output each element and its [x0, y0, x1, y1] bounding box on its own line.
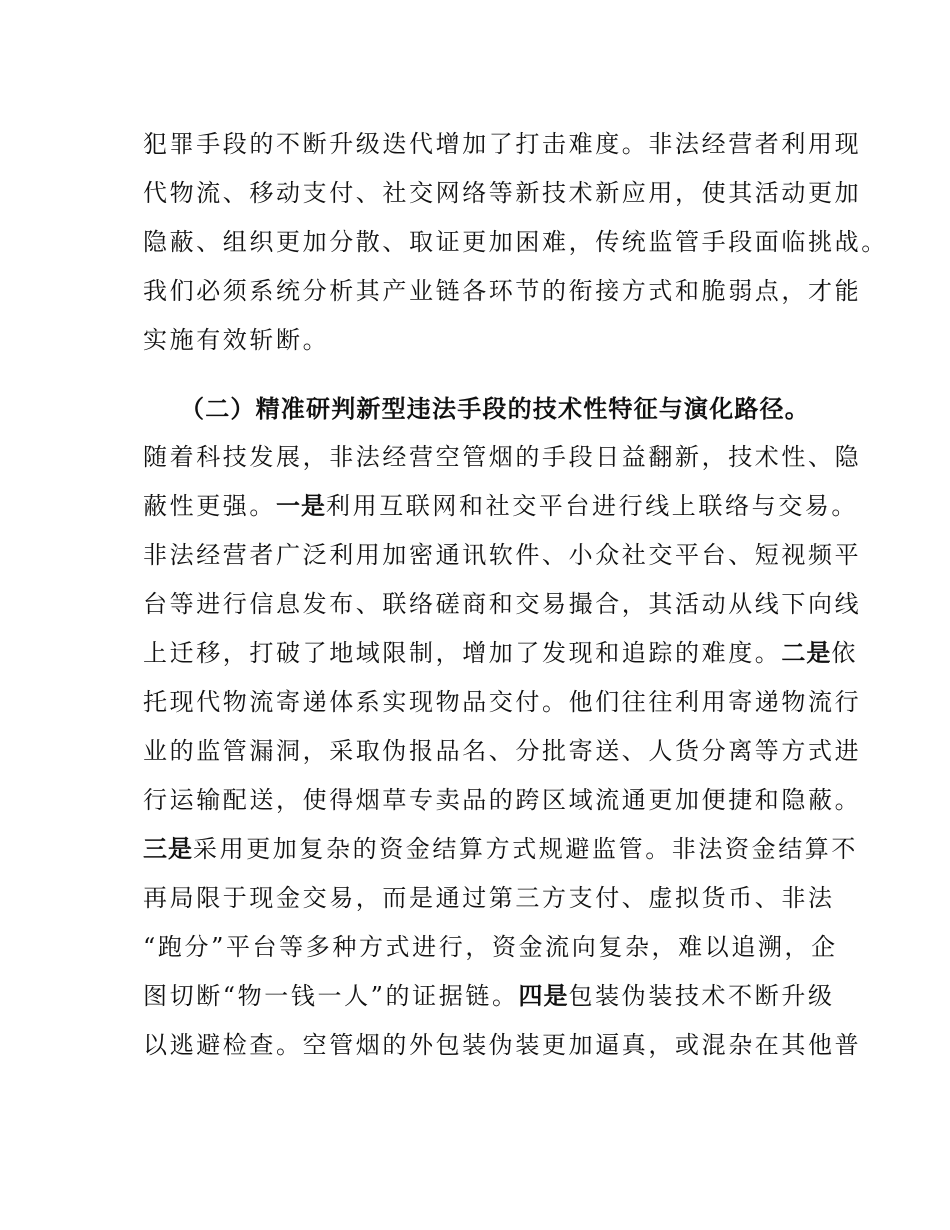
- body-line: 代物流、移动支付、社交网络等新技术新应用，使其活动更加: [143, 179, 862, 207]
- body-line: 业的监管漏洞，采取伪报品名、分批寄送、人货分离等方式进: [143, 737, 862, 765]
- marker-two: 二是: [781, 639, 832, 667]
- body-line: [143, 833, 858, 865]
- body-text: 采用更加复杂的资金结算方式规避监管。非法资金结算不: [193, 835, 858, 863]
- body-text: 依: [831, 639, 859, 667]
- body-text: 利用互联网和社交平台进行线上联络与交易。: [326, 492, 858, 520]
- marker-one: 一是: [276, 492, 326, 520]
- body-line: 犯罪手段的不断升级迭代增加了打击难度。非法经营者利用现: [143, 130, 862, 158]
- marker-four: 四是: [518, 982, 569, 1010]
- body-text: 上迁移，打破了地域限制，增加了发现和追踪的难度。: [143, 639, 782, 667]
- body-line: 我们必须系统分析其产业链各环节的衔接方式和脆弱点，才能: [143, 277, 862, 305]
- body-line: 非法经营者广泛利用加密通讯软件、小众社交平台、短视频平: [143, 541, 862, 569]
- section-heading: （二）精准研判新型违法手段的技术性特征与演化路径。: [180, 395, 810, 423]
- body-line: 再局限于现金交易，而是通过第三方支付、虚拟货币、非法: [143, 884, 835, 912]
- body-line: “跑分”平台等多种方式进行，资金流向复杂，难以追溯，企: [143, 933, 838, 961]
- body-line: 实施有效斩断。: [143, 326, 330, 354]
- body-text: 图切断“物一钱一人”的证据链。: [143, 982, 519, 1010]
- body-line: 行运输配送，使得烟草专卖品的跨区域流通更加便捷和隐蔽。: [143, 786, 862, 814]
- body-text: 蔽性更强。: [143, 492, 276, 520]
- body-line: 台等进行信息发布、联络磋商和交易撮合，其活动从线下向线: [143, 590, 862, 618]
- body-line: 以逃避检查。空管烟的外包装伪装更加逼真，或混杂在其他普: [143, 1031, 862, 1059]
- body-line: 隐蔽、组织更加分散、取证更加困难，传统监管手段面临挑战。: [143, 228, 888, 256]
- body-line: 随着科技发展，非法经营空管烟的手段日益翻新，技术性、隐: [143, 443, 862, 471]
- marker-three: 三是: [143, 835, 193, 863]
- body-line: [143, 490, 858, 522]
- body-line: [143, 980, 835, 1012]
- body-text: 包装伪装技术不断升级: [568, 982, 835, 1010]
- body-line: 托现代物流寄递体系实现物品交付。他们往往利用寄递物流行: [143, 688, 862, 716]
- body-line: [143, 637, 858, 669]
